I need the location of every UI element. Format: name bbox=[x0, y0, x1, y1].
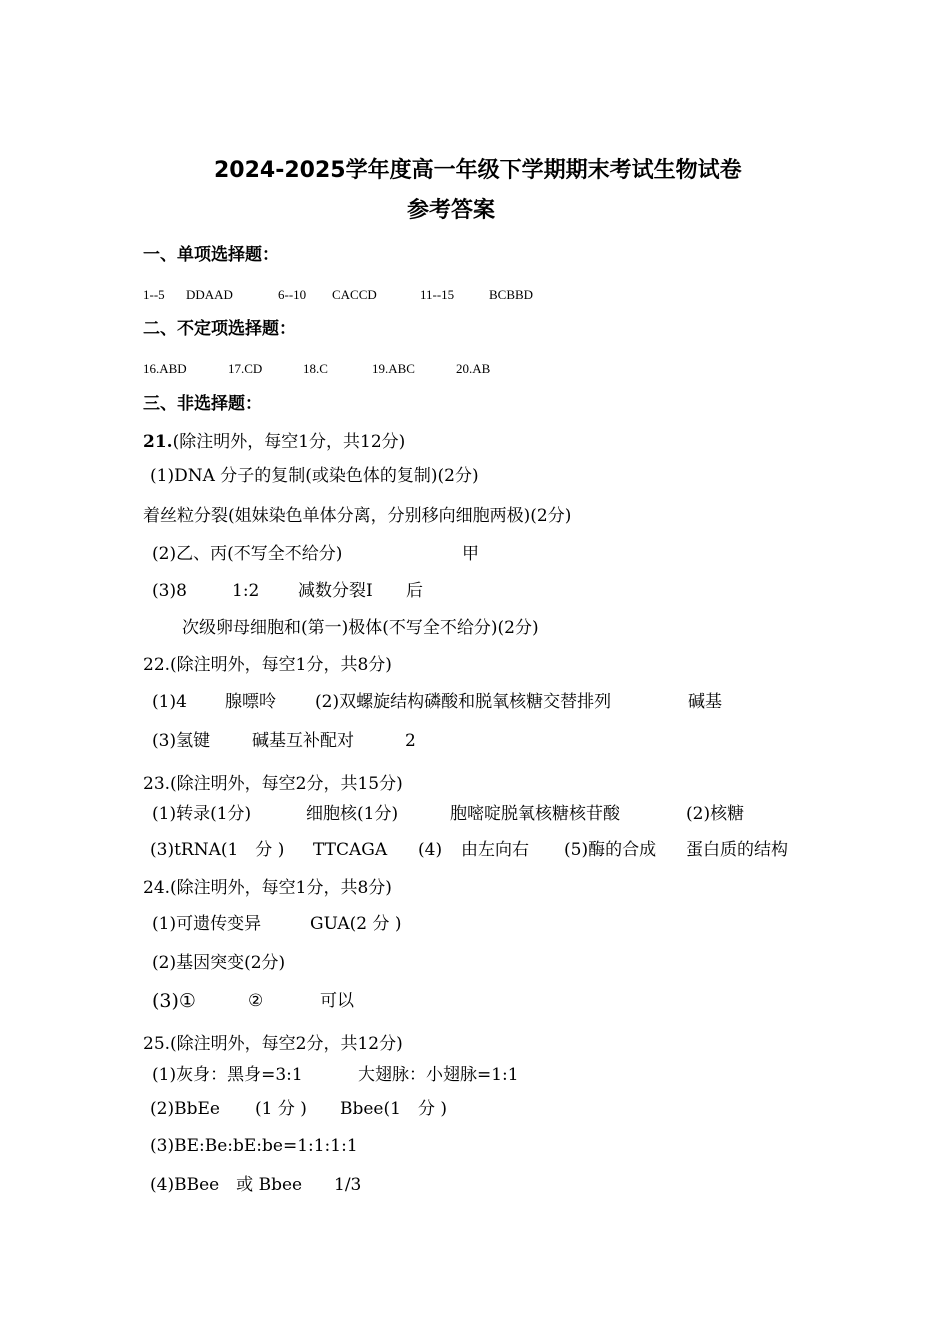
q22-line1c: (2)双螺旋结构磷酸和脱氧核糖交替排列 bbox=[315, 692, 612, 712]
q24-line1a: (1)可遗传变异 bbox=[152, 914, 262, 934]
q23-line2a: (3)tRNA(1 分 ) bbox=[150, 840, 285, 860]
mc-answers-2: CACCD bbox=[332, 287, 377, 302]
q21-line4c: 减数分裂I bbox=[298, 581, 373, 601]
q23-line2c: (4) bbox=[418, 840, 443, 860]
q23-line2f: 蛋白质的结构 bbox=[686, 840, 788, 860]
q21-line5: 次级卵母细胞和(第一)极体(不写全不给分)(2分) bbox=[182, 618, 539, 638]
multi-answer-19: 19.ABC bbox=[372, 361, 415, 376]
q25-line2a: (2)BbEe bbox=[150, 1099, 220, 1119]
q21-line3a: (2)乙、丙(不写全不给分) bbox=[152, 544, 343, 564]
q23-line2b: TTCAGA bbox=[313, 840, 388, 860]
page-title: 2024-2025学年度高一年级下学期期末考试生物试卷 bbox=[214, 158, 742, 183]
q23-line1b: 细胞核(1分) bbox=[306, 804, 399, 824]
q21-number: 21. bbox=[143, 432, 173, 452]
q23-line2e: (5)酶的合成 bbox=[564, 840, 657, 860]
mc-answers-1: DDAAD bbox=[186, 287, 233, 302]
q24-header: 24.(除注明外，每空1分，共8分) bbox=[143, 878, 392, 898]
q25-header: 25.(除注明外，每空2分，共12分) bbox=[143, 1034, 403, 1054]
q25-line1a: (1)灰身：黑身=3:1 bbox=[152, 1065, 303, 1085]
q23-line1d: (2)核糖 bbox=[686, 804, 745, 824]
q25-line2b: (1 分 ) bbox=[255, 1099, 307, 1119]
mc-answers-3: BCBBD bbox=[489, 287, 534, 302]
q24-line2: (2)基因突变(2分) bbox=[152, 953, 286, 973]
q24-line3c: 可以 bbox=[320, 991, 354, 1011]
q25-line1b: 大翅脉：小翅脉=1:1 bbox=[358, 1065, 519, 1085]
q23-line1a: (1)转录(1分) bbox=[152, 804, 252, 824]
multi-answer-17: 17.CD bbox=[228, 361, 263, 376]
q21-line1: (1)DNA 分子的复制(或染色体的复制)(2分) bbox=[150, 466, 479, 486]
q21-header bbox=[143, 434, 405, 451]
q24-line3b: ② bbox=[248, 991, 264, 1011]
q25-line4b: 1/3 bbox=[334, 1175, 362, 1195]
q22-line2c: 2 bbox=[405, 731, 416, 751]
q23-line2d: 由左向右 bbox=[461, 840, 529, 860]
q25-line2c: Bbee(1 分 ) bbox=[340, 1099, 447, 1119]
q21-line4d: 后 bbox=[406, 581, 423, 601]
q23-line1c: 胞嘧啶脱氧核糖核苷酸 bbox=[450, 804, 620, 824]
q22-header: 22.(除注明外，每空1分，共8分) bbox=[143, 655, 392, 675]
section-2-heading: 二、不定项选择题： bbox=[143, 319, 296, 339]
section-3-heading: 三、非选择题： bbox=[143, 394, 262, 414]
mc-range-1: 1--5 bbox=[143, 287, 165, 302]
q22-line1b: 腺嘌呤 bbox=[225, 692, 276, 712]
q22-line1d: 碱基 bbox=[688, 692, 722, 712]
section-1-heading: 一、单项选择题： bbox=[143, 245, 279, 265]
q21-line4b: 1:2 bbox=[232, 581, 260, 601]
q21-note: (除注明外，每空1分，共12分) bbox=[172, 432, 406, 452]
multi-answer-16: 16.ABD bbox=[143, 361, 187, 376]
q22-line2b: 碱基互补配对 bbox=[252, 731, 354, 751]
q22-line2a: (3)氢键 bbox=[152, 731, 211, 751]
q25-line3: (3)BE:Be:bE:be=1:1:1:1 bbox=[150, 1136, 358, 1156]
page-subtitle: 参考答案 bbox=[407, 198, 496, 223]
mc-range-3: 11--15 bbox=[420, 287, 455, 302]
mc-range-2: 6--10 bbox=[278, 287, 307, 302]
q24-line1b: GUA(2 分 ) bbox=[310, 914, 402, 934]
multi-answer-18: 18.C bbox=[303, 361, 328, 376]
q22-line1a: (1)4 bbox=[152, 692, 187, 712]
q21-line4a: (3)8 bbox=[152, 581, 187, 601]
q24-line3a: (3)① bbox=[152, 990, 196, 1012]
q25-line4a: (4)BBee 或 Bbee bbox=[150, 1175, 303, 1195]
q21-line3b: 甲 bbox=[462, 544, 479, 564]
q23-header: 23.(除注明外，每空2分，共15分) bbox=[143, 774, 403, 794]
multi-answer-20: 20.AB bbox=[456, 361, 491, 376]
q21-line2: 着丝粒分裂(姐妹染色单体分离，分别移向细胞两极)(2分) bbox=[143, 506, 572, 526]
